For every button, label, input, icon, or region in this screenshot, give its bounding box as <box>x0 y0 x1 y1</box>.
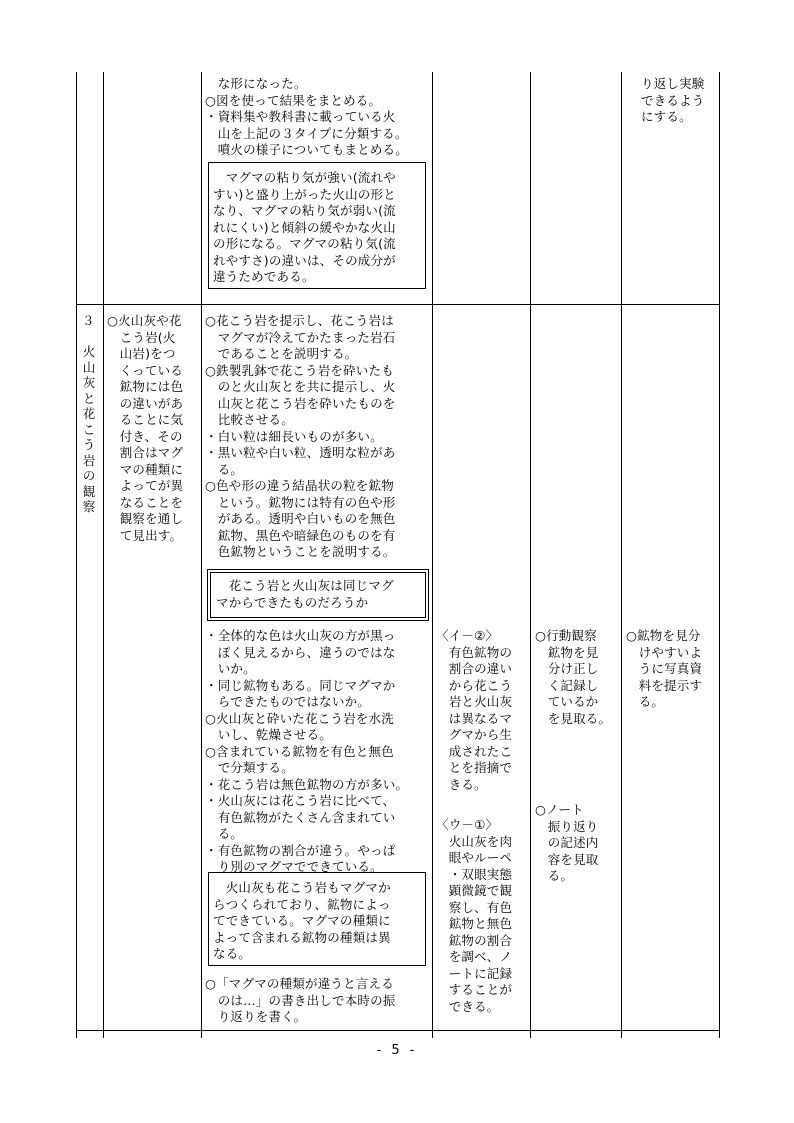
page-number: - 5 - <box>376 1043 418 1058</box>
col-line-left <box>76 72 77 1038</box>
row-bottom <box>76 1030 720 1031</box>
reflection-text: ○「マグマの種類が違うと言える のは…」の書き出しで本時の振 り返りを書く。 <box>205 976 396 1024</box>
col-line-1 <box>103 72 104 1038</box>
activity-observation: ・全体的な色は火山灰の方が黒っ ぽく見えるから、違うのではな いか。 ・同じ鉱物もある。同じマグマか らできたものではないか。 ○火山灰と砕いた花こう岩を水洗 いし、乾燥させる。 ○含まれている鉱物を有色と無色 で分類する。 ・花こう岩は無色鉱物の方が多い。 ・火山灰には花こう岩に比べて、 有色鉱物がたくさん含まれてい る。 ・有色鉱物の割合が違う。やっぱ り別のマグマでできている。 <box>205 628 409 874</box>
conclusion-text: 火山灰も花こう岩もマグマか らつくられており、鉱物によっ てできている。マグマの種類に よって含まれる鉱物の種類は異 なる。 <box>213 880 391 961</box>
col-line-right <box>719 72 720 1038</box>
top-row-support-text: り返し実験 できるよう にする。 <box>641 76 705 124</box>
evaluation-method-2: ○ノート 振り返り の記述内 容を見取 る。 <box>535 802 599 883</box>
activity-intro: ○花こう岩を提示し、花こう岩は マグマが冷えてかたまった岩石 であることを説明する。 ○鉄製乳鉢で花こう岩を砕いたも のと火山灰とを共に提示し、火 山灰と花こう岩を砕いたものを 比較させる。 ・白い粒は細長いものが多い。 ・黒い粒や白い粒、透明な粒があ る。 ○色や形の違う結晶状の粒を鉱物 という。鉱物には特有の色や形 がある。透明や白いものを無色 鉱物、黒色や暗緑色のものを有 色鉱物ということを説明する。 <box>205 313 396 559</box>
col-line-4 <box>530 72 531 1038</box>
lesson-number: ３ <box>82 313 95 328</box>
support-text: ○鉱物を見分 けやすいよ うに写真資 料を提示す る。 <box>626 628 703 709</box>
top-row-summary-text: マグマの粘り気が強い(流れや すい)と盛り上がった火山の形と なり、マグマの粘り気が弱い(流 れにくい)と傾斜の緩やかな火山 の形になる。マグマの粘り気(流 れやすさ)の違いは、その成分が 違うためである。 <box>213 170 396 284</box>
col-line-5 <box>621 72 622 1038</box>
evaluation-method-1: ○行動観察 鉱物を見 分け正し く記録し ているか を見取る。 <box>535 628 612 726</box>
lesson-title-vertical: 火山灰と花こう岩の観察 <box>82 344 96 514</box>
col-line-2 <box>201 72 202 1038</box>
lesson-goal: ○火山灰や花 こう岩(火 山岩)をつ くっている 鉱物には色 の違いがあ ることに気 付き、その 割合はマグ マの種類に よってが異 なることを 観察を通し て見出す。 <box>107 313 184 543</box>
top-row-activity-text: な形になった。 ○図を使って結果をまとめる。 ・資料集や教科書に載っている火 山を上記の３タイプに分類する。 噴火の様子についてもまとめる。 <box>205 76 408 157</box>
question-text: 花こう岩と火山灰は同じマグ マからできたものだろうか <box>216 578 394 610</box>
evaluation-criterion-1: 〈イ－②〉 有色鉱物の 割合の違い から花こう 岩と火山灰 は異なるマ グマから生 成されたこ とを指摘で きる。 <box>436 628 513 792</box>
evaluation-criterion-2: 〈ウ－①〉 火山灰を肉 眼やルーペ ・双眼実態 顕微鏡で観 察し、有色 鉱物と無色 鉱物の割合 を調べ、ノ ートに記録 することが できる。 <box>436 817 513 1014</box>
row-divider <box>76 304 720 305</box>
col-line-3 <box>432 72 433 1038</box>
